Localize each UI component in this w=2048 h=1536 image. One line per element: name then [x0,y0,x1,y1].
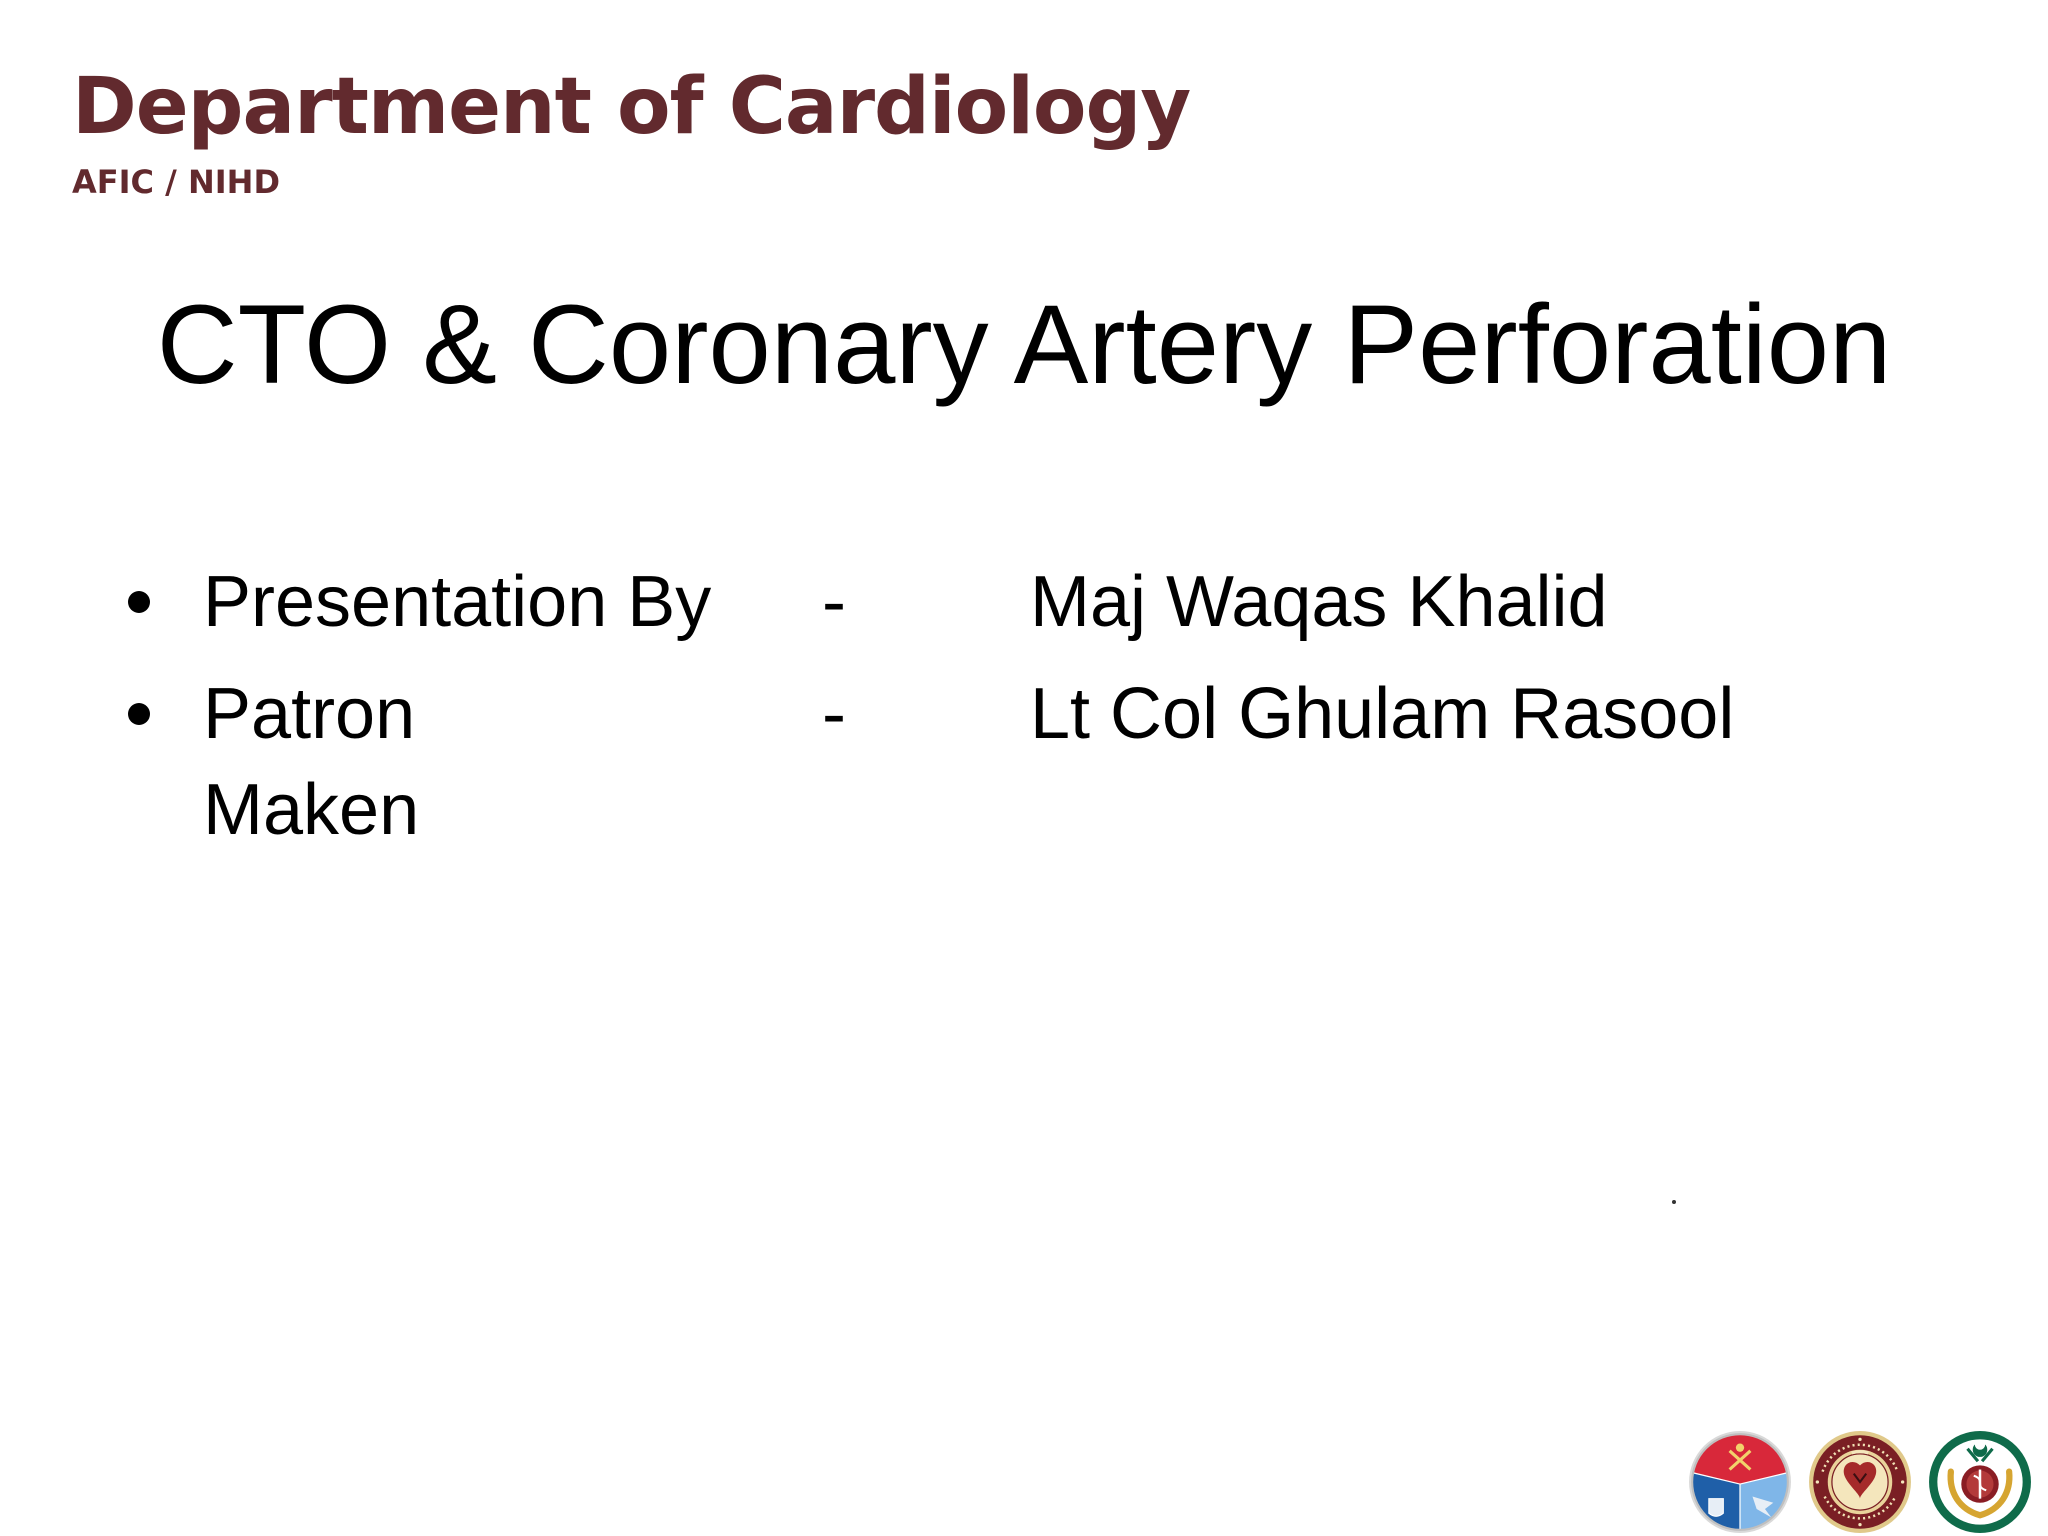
slide-title: CTO & Coronary Artery Perforation [156,282,1892,407]
army-medical-emblem-icon [1928,1430,2032,1534]
department-title: Department of Cardiology [72,62,1191,152]
bullet-icon [128,703,150,725]
department-subtitle: AFIC / NIHD [72,163,281,201]
bullet-label: Presentation By [203,562,712,642]
bullet-value: Lt Col Ghulam Rasool [1030,674,1735,754]
bullet-separator: - [822,562,846,642]
stray-mark [1672,1200,1676,1204]
bullet-separator: - [822,674,846,754]
bullet-label: Patron Maken [203,674,420,850]
logo-strip [1688,1430,2028,1536]
bullet-icon [128,591,150,613]
afic-seal-icon [1808,1430,1912,1534]
bullet-value: Maj Waqas Khalid [1030,562,1608,642]
tri-service-logo-icon [1688,1430,1792,1534]
